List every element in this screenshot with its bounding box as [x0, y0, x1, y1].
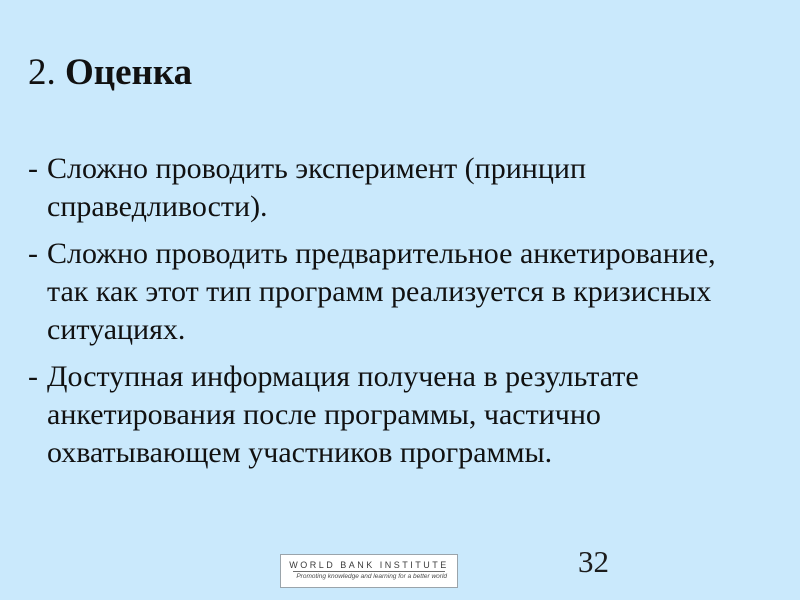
logo-tagline: Promoting knowledge and learning for a better world [296, 573, 447, 580]
slide-title-number: 2. [28, 52, 56, 93]
bullet-text: Сложно проводить эксперимент (принцип справедливости). [47, 152, 587, 223]
bullet-item [28, 358, 758, 472]
bullet-item [28, 235, 758, 349]
logo-divider [293, 571, 445, 572]
bullet-text: Доступная информация получена в результате анкетирования после программы, частично охватывающем участников программы. [47, 360, 639, 469]
slide-title [28, 52, 192, 95]
bullet-marker: - [28, 152, 38, 185]
bullet-text: Сложно проводить предварительное анкетирование, так как этот тип программ реализуется в кризисных ситуациях. [47, 237, 716, 346]
logo-title: WORLD BANK INSTITUTE [289, 560, 449, 570]
slide-title-text: Оценка [65, 52, 193, 93]
bullet-marker: - [28, 360, 38, 393]
bullet-list [28, 150, 758, 481]
bullet-marker: - [28, 237, 38, 270]
bullet-item [28, 150, 758, 226]
world-bank-institute-logo [280, 554, 458, 588]
page-number: 32 [578, 544, 609, 579]
